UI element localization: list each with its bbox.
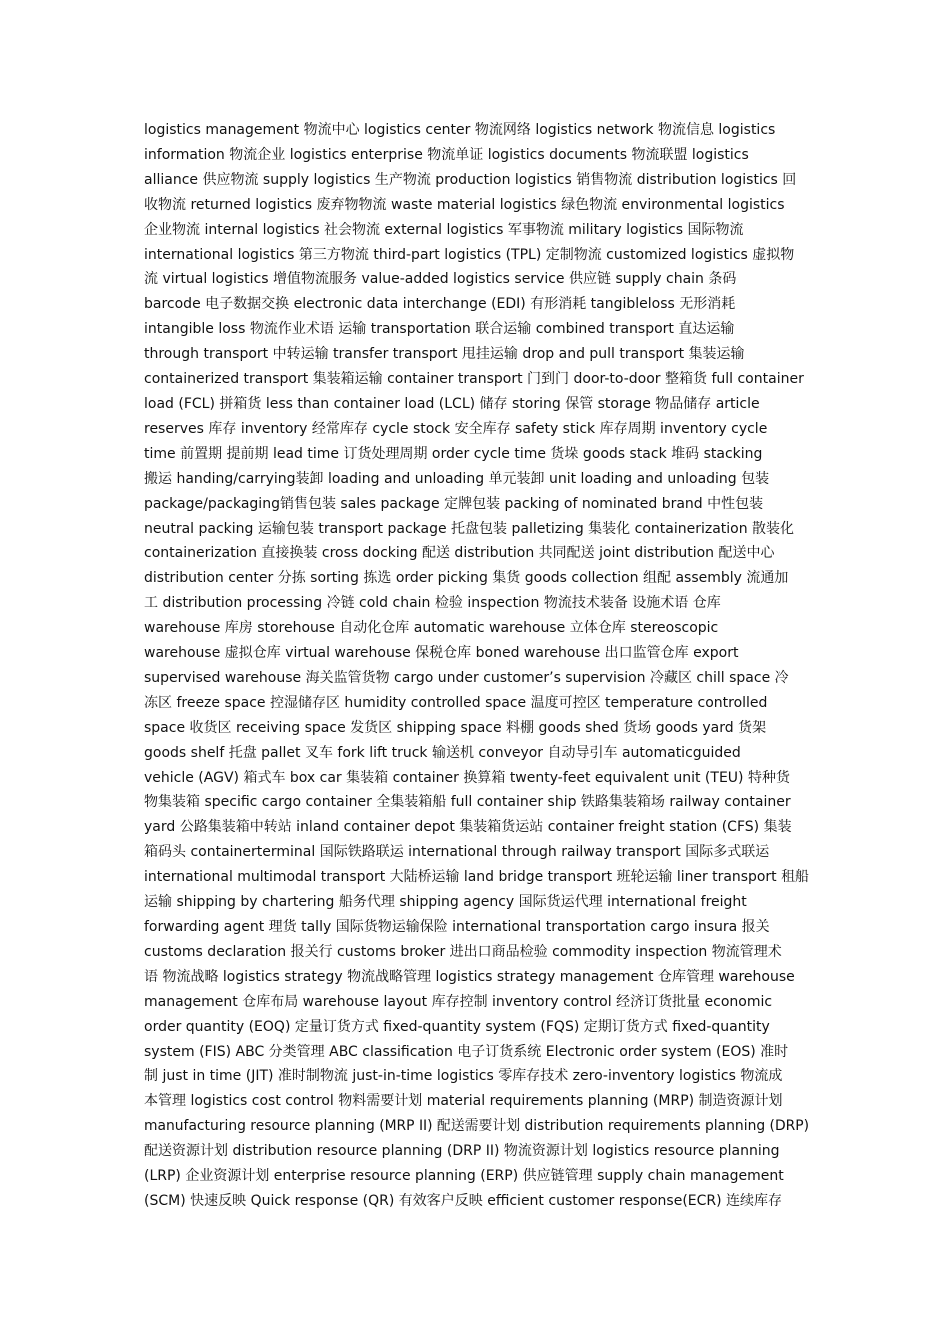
text-line: containerization 直接换装 cross docking 配送 distribution 共同配送 joint distribution 配送中心 (144, 545, 775, 562)
text-line: international multimodal transport 大陆桥运输 land bridge transport 班轮运输 liner transport 租船 (144, 869, 809, 886)
text-line: goods shelf 托盘 pallet 叉车 fork lift truck 输送机 conveyor 自动导引车 automaticguided (144, 744, 741, 761)
text-line: load (FCL) 拼箱货 less than container load (LCL) 储存 storing 保管 storage 物品储存 article (144, 395, 760, 412)
text-line: logistics management 物流中心 logistics center 物流网络 logistics network 物流信息 logistics (144, 122, 776, 138)
glossary-text-block (144, 118, 809, 1214)
text-line: information 物流企业 logistics enterprise 物流单证 logistics documents 物流联盟 logistics (144, 146, 749, 163)
text-line: reserves 库存 inventory 经常库存 cycle stock 安全库存 safety stick 库存周期 inventory cycle (144, 420, 768, 437)
text-line: time 前置期 提前期 lead time 订货处理周期 order cycle time 货垛 goods stack 堆码 stacking (144, 445, 763, 462)
text-line: 流 virtual logistics 增值物流服务 value-added logistics service 供应链 supply chain 条码 (144, 271, 737, 288)
text-line: space 收货区 receiving space 发货区 shipping space 料棚 goods shed 货场 goods yard 货架 (144, 719, 767, 736)
text-line: customs declaration 报关行 customs broker 进出口商品检验 commodity inspection 物流管理术 (144, 943, 782, 960)
text-line: 企业物流 internal logistics 社会物流 external logistics 军事物流 military logistics 国际物流 (144, 221, 744, 238)
text-line: 语 物流战略 logistics strategy 物流战略管理 logistics strategy management 仓库管理 warehouse (144, 968, 795, 985)
text-line: distribution center 分拣 sorting 拣选 order picking 集货 goods collection 组配 assembly 流通加 (144, 570, 789, 587)
text-line: intangible loss 物流作业术语 运输 transportation 联合运输 combined transport 直达运输 (144, 321, 735, 338)
text-line: 配送资源计划 distribution resource planning (DRP II) 物流资源计划 logistics resource planning (144, 1143, 780, 1160)
text-line: containerized transport 集装箱运输 container transport 门到门 door-to-door 整箱货 full container (144, 371, 804, 388)
text-line: 搬运 handing/carrying装卸 loading and unloading 单元装卸 unit loading and unloading 包装 (144, 470, 770, 487)
text-line: international logistics 第三方物流 third-part logistics (TPL) 定制物流 customized logistics 虚拟物 (144, 246, 795, 263)
text-line: 冻区 freeze space 控湿储存区 humidity controlled space 温度可控区 temperature controlled (144, 694, 768, 711)
text-line: management 仓库布局 warehouse layout 库存控制 inventory control 经济订货批量 economic (144, 993, 773, 1010)
text-line: 箱码头 containerterminal 国际铁路联运 international through railway transport 国际多式联运 (144, 844, 770, 861)
text-line: forwarding agent 理货 tally 国际货物运输保险 international transportation cargo insura 报关 (144, 919, 770, 935)
text-line: 物集装箱 specific cargo container 全集装箱船 full container ship 铁路集装箱场 railway container (144, 794, 791, 811)
text-line: warehouse 虚拟仓库 virtual warehouse 保税仓库 boned warehouse 出口监管仓库 export (144, 645, 739, 662)
text-line: order quantity (EOQ) 定量订货方式 fixed-quantity system (FQS) 定期订货方式 fixed-quantity (144, 1018, 770, 1035)
text-line: vehicle (AGV) 箱式车 box car 集装箱 container 换算箱 twenty-feet equivalent unit (TEU) 特种货 (144, 769, 790, 786)
text-line: 收物流 returned logistics 废弃物物流 waste material logistics 绿色物流 environmental logistics (144, 196, 785, 213)
text-line: barcode 电子数据交换 electronic data interchange (EDI) 有形消耗 tangibleloss 无形消耗 (144, 296, 736, 313)
text-line: 工 distribution processing 冷链 cold chain 检验 inspection 物流技术装备 设施术语 仓库 (144, 595, 721, 612)
text-line: manufacturing resource planning (MRP II) 配送需要计划 distribution requirements planning (DRP) (144, 1118, 809, 1135)
text-line: alliance 供应物流 supply logistics 生产物流 production logistics 销售物流 distribution logistics 回 (144, 171, 797, 188)
text-line: system (FIS) ABC 分类管理 ABC classification 电子订货系统 Electronic order system (EOS) 准时 (144, 1043, 789, 1060)
text-line: yard 公路集装箱中转站 inland container depot 集装箱货运站 container freight station (CFS) 集装 (144, 819, 792, 836)
text-line: 本管理 logistics cost control 物料需要计划 material requirements planning (MRP) 制造资源计划 (144, 1093, 783, 1110)
text-line: package/packaging销售包装 sales package 定牌包装 packing of nominated brand 中性包装 (144, 495, 764, 512)
text-line: 制 just in time (JIT) 准时制物流 just-in-time logistics 零库存技术 zero-inventory logistics 物流成 (144, 1068, 783, 1085)
text-line: warehouse 库房 storehouse 自动化仓库 automatic warehouse 立体仓库 stereoscopic (144, 620, 719, 637)
text-line: through transport 中转运输 transfer transport 甩挂运输 drop and pull transport 集装运输 (144, 346, 745, 363)
text-line: 运输 shipping by chartering 船务代理 shipping agency 国际货运代理 international freight (144, 894, 747, 911)
text-line: (SCM) 快速反映 Quick response (QR) 有效客户反映 efficient customer response(ECR) 连续库存 (144, 1192, 783, 1209)
text-line: neutral packing 运输包装 transport package 托盘包装 palletizing 集装化 containerization 散装化 (144, 520, 795, 537)
text-line: supervised warehouse 海关监管货物 cargo under customer’s supervision 冷藏区 chill space 冷 (144, 669, 789, 686)
text-line: (LRP) 企业资源计划 enterprise resource planning (ERP) 供应链管理 supply chain management (144, 1168, 784, 1185)
